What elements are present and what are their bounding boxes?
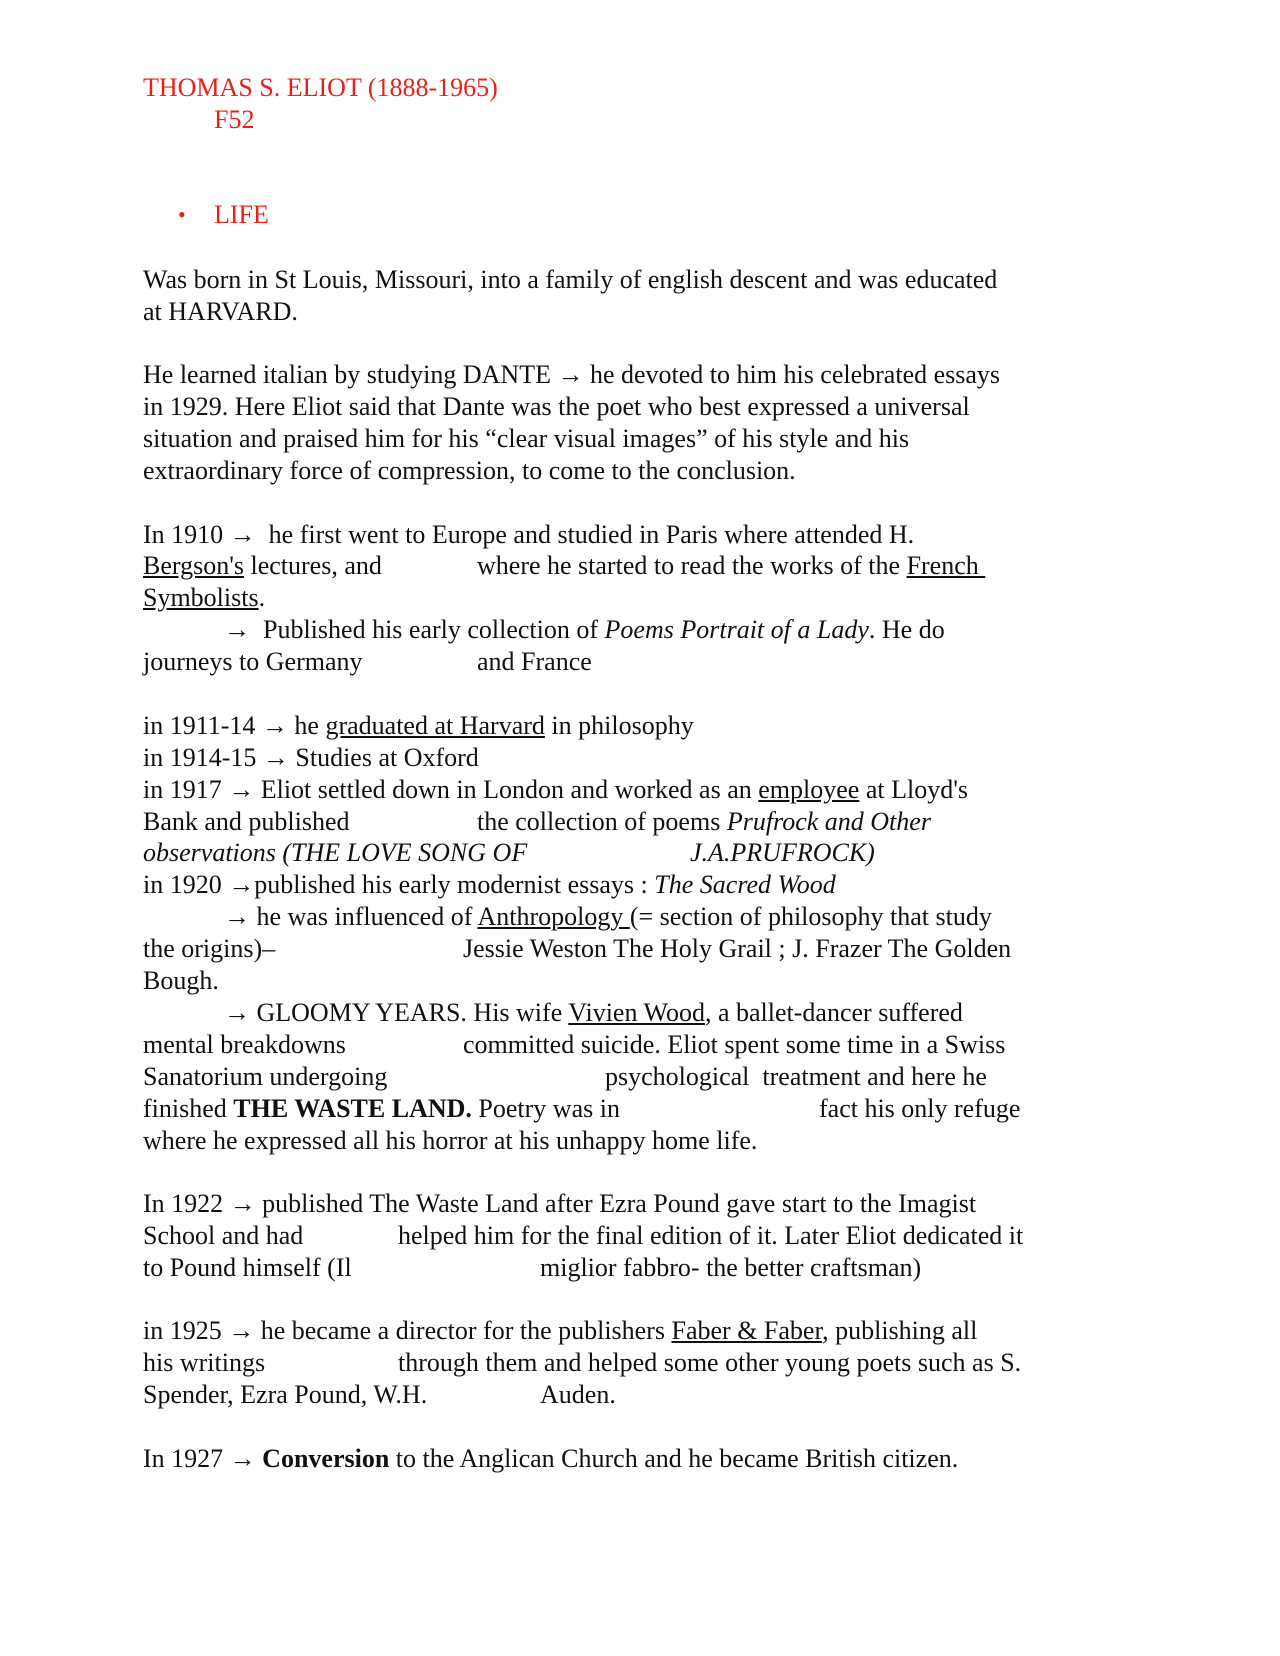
text-span: in 1911-14 → he: [143, 711, 326, 740]
underlined-text: Faber & Faber: [671, 1316, 823, 1345]
text-span: → he was influenced of: [224, 902, 478, 931]
text-span: . He do: [868, 615, 945, 644]
text-span: the collection of poems: [477, 807, 727, 836]
paragraph-line: and France: [477, 647, 592, 676]
paragraph-line: [143, 550, 382, 582]
paragraph-line: in 1914-15 → Studies at Oxford: [143, 743, 479, 772]
italic-text: J.A.PRUFROCK): [690, 838, 875, 867]
italic-text: Prufrock and Other: [726, 807, 931, 836]
paragraph-line: In 1910 → he first went to Europe and studied in Paris where attended H.: [143, 520, 915, 549]
bullet-icon: •: [178, 202, 186, 227]
paragraph-line: journeys to Germany: [143, 647, 363, 676]
text-span: at Lloyd's: [859, 775, 968, 804]
paragraph-line: [143, 582, 265, 614]
paragraph-line: [143, 1093, 620, 1125]
italic-text: The Sacred Wood: [654, 870, 836, 899]
paragraph-line: [477, 550, 985, 582]
paragraph-line: in 1929. Here Eliot said that Dante was the poet who best expressed a universal: [143, 392, 970, 421]
paragraph-line: In 1922 → published The Waste Land after Ezra Pound gave start to the Imagist: [143, 1189, 977, 1218]
italic-text: Poems Portrait of a Lady: [604, 615, 869, 644]
text-span: in philosophy: [544, 711, 694, 740]
paragraph-line: the origins)–: [143, 934, 276, 963]
paragraph-line: where he expressed all his horror at his unhappy home life.: [143, 1126, 758, 1155]
paragraph-line: [143, 1315, 977, 1347]
underlined-text: French: [906, 551, 986, 580]
text-span: , publishing all: [822, 1316, 978, 1345]
paragraph-line: Jessie Weston The Holy Grail ; J. Frazer The Golden: [463, 934, 1012, 963]
paragraph-line: fact his only refuge: [819, 1094, 1021, 1123]
text-span: In 1927 →: [143, 1444, 263, 1473]
text-span: .: [258, 583, 266, 612]
underlined-text: Anthropology: [477, 902, 630, 931]
italic-text: observations (THE LOVE SONG OF: [143, 838, 528, 867]
paragraph-line: [477, 806, 931, 838]
paragraph-line: He learned italian by studying DANTE → he devoted to him his celebrated essays: [143, 360, 1001, 389]
text-span: lectures, and: [244, 551, 382, 580]
text-span: → Published his early collection of: [224, 615, 605, 644]
paragraph-line: committed suicide. Eliot spent some time in a Swiss: [463, 1030, 1006, 1059]
document-code: F52: [214, 105, 255, 134]
underlined-text: Symbolists: [143, 583, 259, 612]
paragraph-line: [143, 710, 694, 742]
underlined-text: Bergson's: [143, 551, 244, 580]
underlined-text: employee: [758, 775, 860, 804]
paragraph-line: situation and praised him for his “clear visual images” of his style and his: [143, 424, 910, 453]
text-span: finished: [143, 1094, 234, 1123]
paragraph-line: his writings: [143, 1348, 266, 1377]
text-span: in 1920 →published his early modernist essays :: [143, 870, 655, 899]
paragraph-line: Sanatorium undergoing: [143, 1062, 388, 1091]
paragraph-line: through them and helped some other young poets such as S.: [398, 1348, 1022, 1377]
paragraph-line: Was born in St Louis, Missouri, into a family of english descent and was educated: [143, 265, 998, 294]
paragraph-line: mental breakdowns: [143, 1030, 346, 1059]
text-span: , a ballet-dancer suffered: [704, 998, 963, 1027]
paragraph-line: [143, 774, 968, 806]
paragraph-line: Spender, Ezra Pound, W.H.: [143, 1380, 428, 1409]
document-title: THOMAS S. ELIOT (1888-1965): [143, 73, 498, 102]
paragraph-line: Bough.: [143, 966, 219, 995]
text-span: where he started to read the works of the: [477, 551, 907, 580]
paragraph-line: School and had: [143, 1221, 304, 1250]
underlined-text: Vivien Wood: [568, 998, 705, 1027]
paragraph-line: at HARVARD.: [143, 297, 298, 326]
text-span: (= section of philosophy that study: [629, 902, 992, 931]
paragraph-line: [143, 1443, 958, 1475]
paragraph-line: [224, 997, 963, 1029]
text-span: → GLOOMY YEARS. His wife: [224, 998, 569, 1027]
paragraph-line: psychological treatment and here he: [605, 1062, 987, 1091]
bold-text: Conversion: [262, 1444, 390, 1473]
section-heading-life: LIFE: [214, 200, 269, 229]
text-span: in 1925 → he became a director for the publishers: [143, 1316, 672, 1345]
paragraph-line: to Pound himself (Il: [143, 1253, 352, 1282]
bold-text: THE WASTE LAND.: [233, 1094, 472, 1123]
paragraph-line: [224, 901, 992, 933]
text-span: to the Anglican Church and he became British citizen.: [389, 1444, 959, 1473]
paragraph-line: Auden.: [540, 1380, 616, 1409]
paragraph-line: extraordinary force of compression, to come to the conclusion.: [143, 456, 796, 485]
paragraph-line: [224, 614, 945, 646]
paragraph-line: helped him for the final edition of it. Later Eliot dedicated it: [398, 1221, 1024, 1250]
underlined-text: graduated at Harvard: [325, 711, 545, 740]
text-span: Poetry was in: [471, 1094, 620, 1123]
text-span: in 1917 → Eliot settled down in London and worked as an: [143, 775, 759, 804]
paragraph-line: miglior fabbro- the better craftsman): [540, 1253, 922, 1282]
paragraph-line: [143, 869, 836, 901]
paragraph-line: Bank and published: [143, 807, 350, 836]
